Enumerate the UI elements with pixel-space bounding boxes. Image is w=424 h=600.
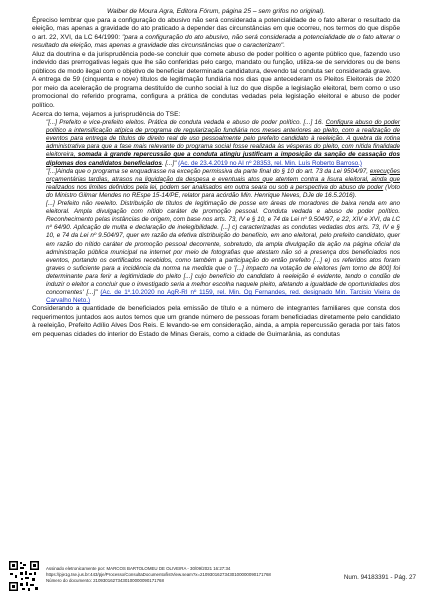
quote-text: [...] Prefeito não reeleito. Distribuição de títulos de legitimação de posse em áreas de moradores de baixa renda em ano eleitoral. Ampla divulgação com nítido caráter de promoção pessoal. Conduta vedada e abuso de poder político. Reconhecimento pelas instâncias de origem, com base nos arts. 73, IV e § 10, e 74 da Lei nº 9.504/97, e 22, XIV e XVI, da LC nº 64/90. Aplicação de multa e declaração de inelegibilidade. [...] c) caracterizadas as condutas vedadas dos arts. 73, IV e § 10, e 74 da Lei nº 9.504/97, quer em razão da efetiva distribuição do benefício, em ano eleitoral, pelo prefeito candidato, quer em razão do nítido caráter de promoção pessoal decorrente, sobretudo, da ampla divulgação da ação na página oficial da administração pública municipal na internet por meio de fotografias que atestam não só a presença dos beneficiados nos eventos, portando os certificados recebidos, como também a participação do então prefeito [...] e) os referidos atos foram graves o suficiente para a incidência da norma na medida que o '[...] impacto na votação de eleitores [em torno de 800] foi determinante para ferir a legitimidade do pleito [...] cujo benefício do candidato à reeleição é evidente, tendo o condão de induzir o eleitor a concluir que o investigado seria a melhor escolha naquele pleito, afetando a igualdade de oportunidades dos concorrentes' [...]" — [46, 200, 400, 297]
jurisprudence-quote-1 — [46, 119, 400, 168]
signature-url[interactable]: https://pje1g.tse.jus.br:443/pje/Processo/ConsultaDocumento/listView.seam?x=21093016273430100000090171768 — [46, 572, 271, 577]
paragraph-text: Épreciso lembrar que para a configuração do abusivo não será considerada a potencialidade de o fato alterar o resultado da eleição, mas apenas a gravidade do ato praticado a depender das circunstâncias em que ocorreu, nos termos do que dispõe o art. 22, XVI, da LC 64/1990: — [32, 16, 400, 41]
signature-footer — [8, 560, 418, 596]
quote-text: . [...]" — [161, 159, 177, 167]
document-number: Número do documento: 21093016273430100000090171768 — [46, 578, 164, 583]
citation-link-2[interactable]: (Ac. de 1º.10.2020 no AgR-RI nº 1159, rel. Min. Og Fernandes, red. designado Min. Tarcisio Vieira de Carvalho Neto.) — [46, 289, 400, 305]
quote-bold-underlined: somada à grande repercussão que a conduta atingiu justificam a imposição da sanção de cassação dos diplomas dos candidatos beneficiados — [46, 151, 400, 167]
qr-code-icon — [8, 560, 40, 592]
quote-text: (Voto do Ministro Gilmar Mendes no REspe 15-14/PE, relator para acórdão Min. Henrique Neves, DJe de 16.5.2016). — [46, 183, 400, 199]
jurisprudence-quote-3 — [46, 200, 400, 305]
paragraph-considering: Considerando a quantidade de beneficiados pela emissão de título e a número de integrantes familiares que consta dos requerimentos juntados aos autos temos que um grande número de pessoas foram beneficiadas diretamente pelo candidato à reeleição, Prefeito Adílio Alves Dos Reis. E levando-se em consideração, ainda, a ampla repercussão gerada por tais fatos em pequenas cidades do interior do Estado de Minas Gerais, como a cidade de Guimarânia, as condutas — [32, 305, 400, 338]
document-body — [32, 8, 400, 339]
quote-underlined: Configura abuso do poder político a intensificação atípica de programa de regularização fundiária nos meses anteriores ao pleito, com a realização de eventos para entrega de títulos de direito real de uso pessoalmente pelo prefeito candidato à reeleição. A quebra da rotina administrativa para que a fase mais relevante do programa social fosse realizada às vésperas do pleito, com nítida finalidade eleitoreira, — [46, 119, 400, 159]
paragraph-doctrine: Aluz da doutrina e da jurisprudência pode-se concluir que comete abuso de poder político o agente público que, fazendo uso indevido das prerrogativas legais que lhe são conferidas pelo cargo, mandato ou função, utiliza-se de servidores ou de bens públicos de modo ilegal com o objetivo de beneficiar determinada candidatura, devendo tal conduta ser considerada grave. — [32, 50, 400, 75]
citation-link-1[interactable]: (Ac. de 23.4.2019 no AI nº 28353, rel. Min. Luís Roberto Barroso.) — [178, 159, 363, 167]
signature-signer: Assinado eletronicamente por: MARCOS BARTOLOMEU DE OLIVEIRA - 30/09/2021 16:27:34 — [46, 566, 231, 571]
quote-text: "[...] Prefeito e vice-prefeito eleitos. Prática de conduta vedada e abuso de poder político. [...] 16. — [46, 119, 326, 127]
quote-underlined: execuções orçamentárias tardias, atrasos na liquidação da despesa e eventuais atos que atentem contra a lisura eleitoral, ainda que realizados nos limites definidos pela lei, podem ser analisados em outra seara ou sob a perspectiva do abuso de poder — [46, 167, 400, 191]
citation-tail: Walber de Moura Agra, Editora Fórum, página 25 – sem grifos no original). — [106, 8, 326, 15]
paragraph-abuse-gravity — [32, 17, 400, 51]
paragraph-titles-delivery: A entrega de 59 (cinquenta e nove) títulos de legitimação fundiária nos dias que antecederam os Pleitos Eleitorais de 2020 por meio da aceleração de programa destituído de cunho social à luz do que dispõe a legislação eleitoral, bem como o uso promocional do referido programa, configura a prática de condutas vedadas pela legislação eleitoral e abuso de poder político. — [32, 76, 400, 110]
law-quote: "para a configuração do ato abusivo, não será considerada a potencialidade de o fato alterar o resultado da eleição, mas apenas a gravidade das circunstâncias que o caracterizam". — [32, 33, 401, 50]
page-number: Num. 94183391 - Pág. 27 — [343, 574, 416, 581]
signature-info — [46, 566, 271, 584]
paragraph-jurisprudence-intro: Acerca do tema, vejamos a jurisprudência do TSE: — [32, 110, 181, 118]
quote-text: "[...]Ainda que o programa se enquadrasse na exceção permissiva da parte final do § 10 do art. 73 da Lei 9504/97, — [46, 167, 370, 175]
jurisprudence-quote-2 — [46, 168, 400, 200]
